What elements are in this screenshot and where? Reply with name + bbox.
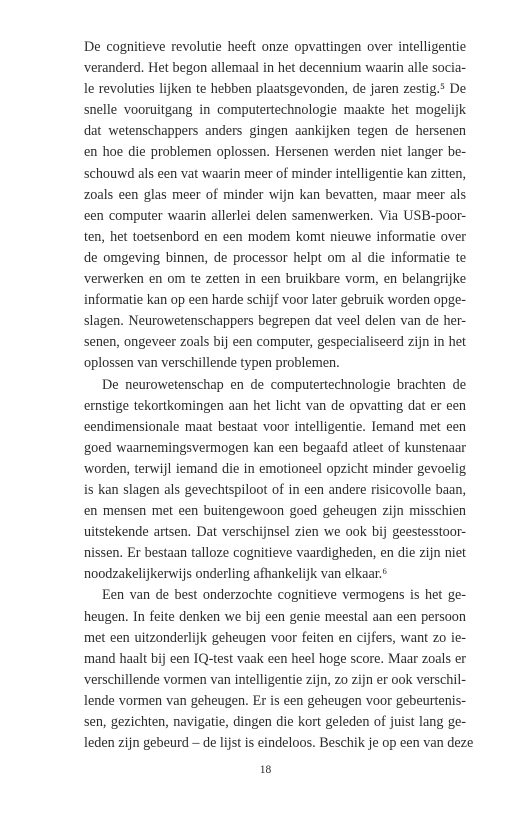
text-line: mand haalt bij een IQ-test vaak een heel hoge score. Maar zoals er — [84, 650, 466, 667]
text-line: sen, gezichten, navigatie, dingen die kort geleden of juist lang ge- — [84, 714, 466, 730]
text-line: lende vormen van geheugen. Er is een geheugen voor gebeurtenis- — [84, 692, 466, 709]
text-line: schouwd als een vat waarin meer of minder intelligentie kan zitten, — [84, 165, 466, 182]
text-line: slagen. Neurowetenschappers begrepen dat veel delen van de her- — [84, 313, 466, 330]
text-line: een computer waarin allerlei delen samenwerken. Via USB-poor- — [84, 207, 466, 224]
text-line: met een uitzonderlijk geheugen voor feiten en cijfers, want zo ie- — [84, 629, 466, 646]
text-line: De cognitieve revolutie heeft onze opvattingen over intelligentie — [84, 39, 466, 55]
text-line: oplossen van verschillende typen problemen. — [84, 355, 340, 372]
text-line: nissen. Er bestaan talloze cognitieve vaardigheden, en die zijn niet — [84, 545, 466, 562]
text-line: ten, het toetsenbord en een modem komt nieuwe informatie over — [84, 228, 466, 245]
text-line: senen, ongeveer zoals bij een computer, gespecialiseerd zijn in het — [84, 334, 466, 351]
text-line: uitstekende artsen. Dat verschijnsel zien we ook bij geestesstoor- — [84, 524, 466, 541]
text-line: heugen. In feite denken we bij een genie meestal aan een persoon — [84, 608, 466, 625]
paragraph — [84, 375, 466, 586]
text-line: en mensen met een buitengewoon goed geheugen zijn misschien — [84, 503, 466, 520]
paragraph — [84, 585, 474, 754]
text-line: noodzakelijkerwijs onderling afhankelijk van elkaar.⁶ — [84, 566, 388, 583]
body-text — [84, 37, 474, 754]
paragraph — [84, 37, 466, 375]
text-line: verwerken en om te zetten in een bruikbare vorm, en belangrijke — [84, 271, 466, 288]
text-line: De neurowetenschap en de computertechnologie brachten de — [102, 376, 466, 393]
text-line: eendimensionale maat bestaat voor intelligentie. Iemand met een — [84, 418, 466, 435]
text-line: le revoluties lijken te hebben plaatsgevonden, de jaren zestig.⁵ De — [84, 81, 466, 98]
text-line: ernstige tekortkomingen aan het licht van de opvatting dat er een — [84, 397, 466, 414]
text-line: is kan slagen als gevechtspiloot of in een andere risicovolle baan, — [84, 481, 466, 498]
text-line: zoals een glas meer of minder wijn kan bevatten, maar meer als — [84, 186, 466, 203]
text-line: de omgeving binnen, de processor helpt om al die informatie te — [84, 249, 466, 266]
text-line: dat wetenschappers anders gingen aankijken tegen de hersenen — [84, 123, 466, 140]
text-line: en hoe die problemen oplossen. Hersenen werden niet langer be- — [84, 144, 466, 161]
text-line: snelle vooruitgang in computertechnologie maakte het mogelijk — [84, 102, 466, 119]
text-line: veranderd. Het begon allemaal in het decennium waarin alle socia- — [84, 60, 466, 77]
text-line: informatie kan op een harde schijf voor later gebruik worden opge- — [84, 292, 466, 309]
text-line: verschillende vormen van intelligentie zijn, zo zijn er ook verschil- — [84, 671, 466, 688]
text-line: goed waarnemingsvermogen kan een begaafd atleet of kunstenaar — [84, 439, 466, 456]
text-line: worden, terwijl iemand die in emotioneel opzicht minder gevoelig — [84, 460, 466, 477]
text-line: Een van de best onderzochte cognitieve vermogens is het ge- — [102, 587, 466, 604]
text-line: leden zijn gebeurd – de lijst is eindeloos. Beschik je op een van deze — [84, 735, 474, 752]
page-number: 18 — [259, 764, 272, 776]
